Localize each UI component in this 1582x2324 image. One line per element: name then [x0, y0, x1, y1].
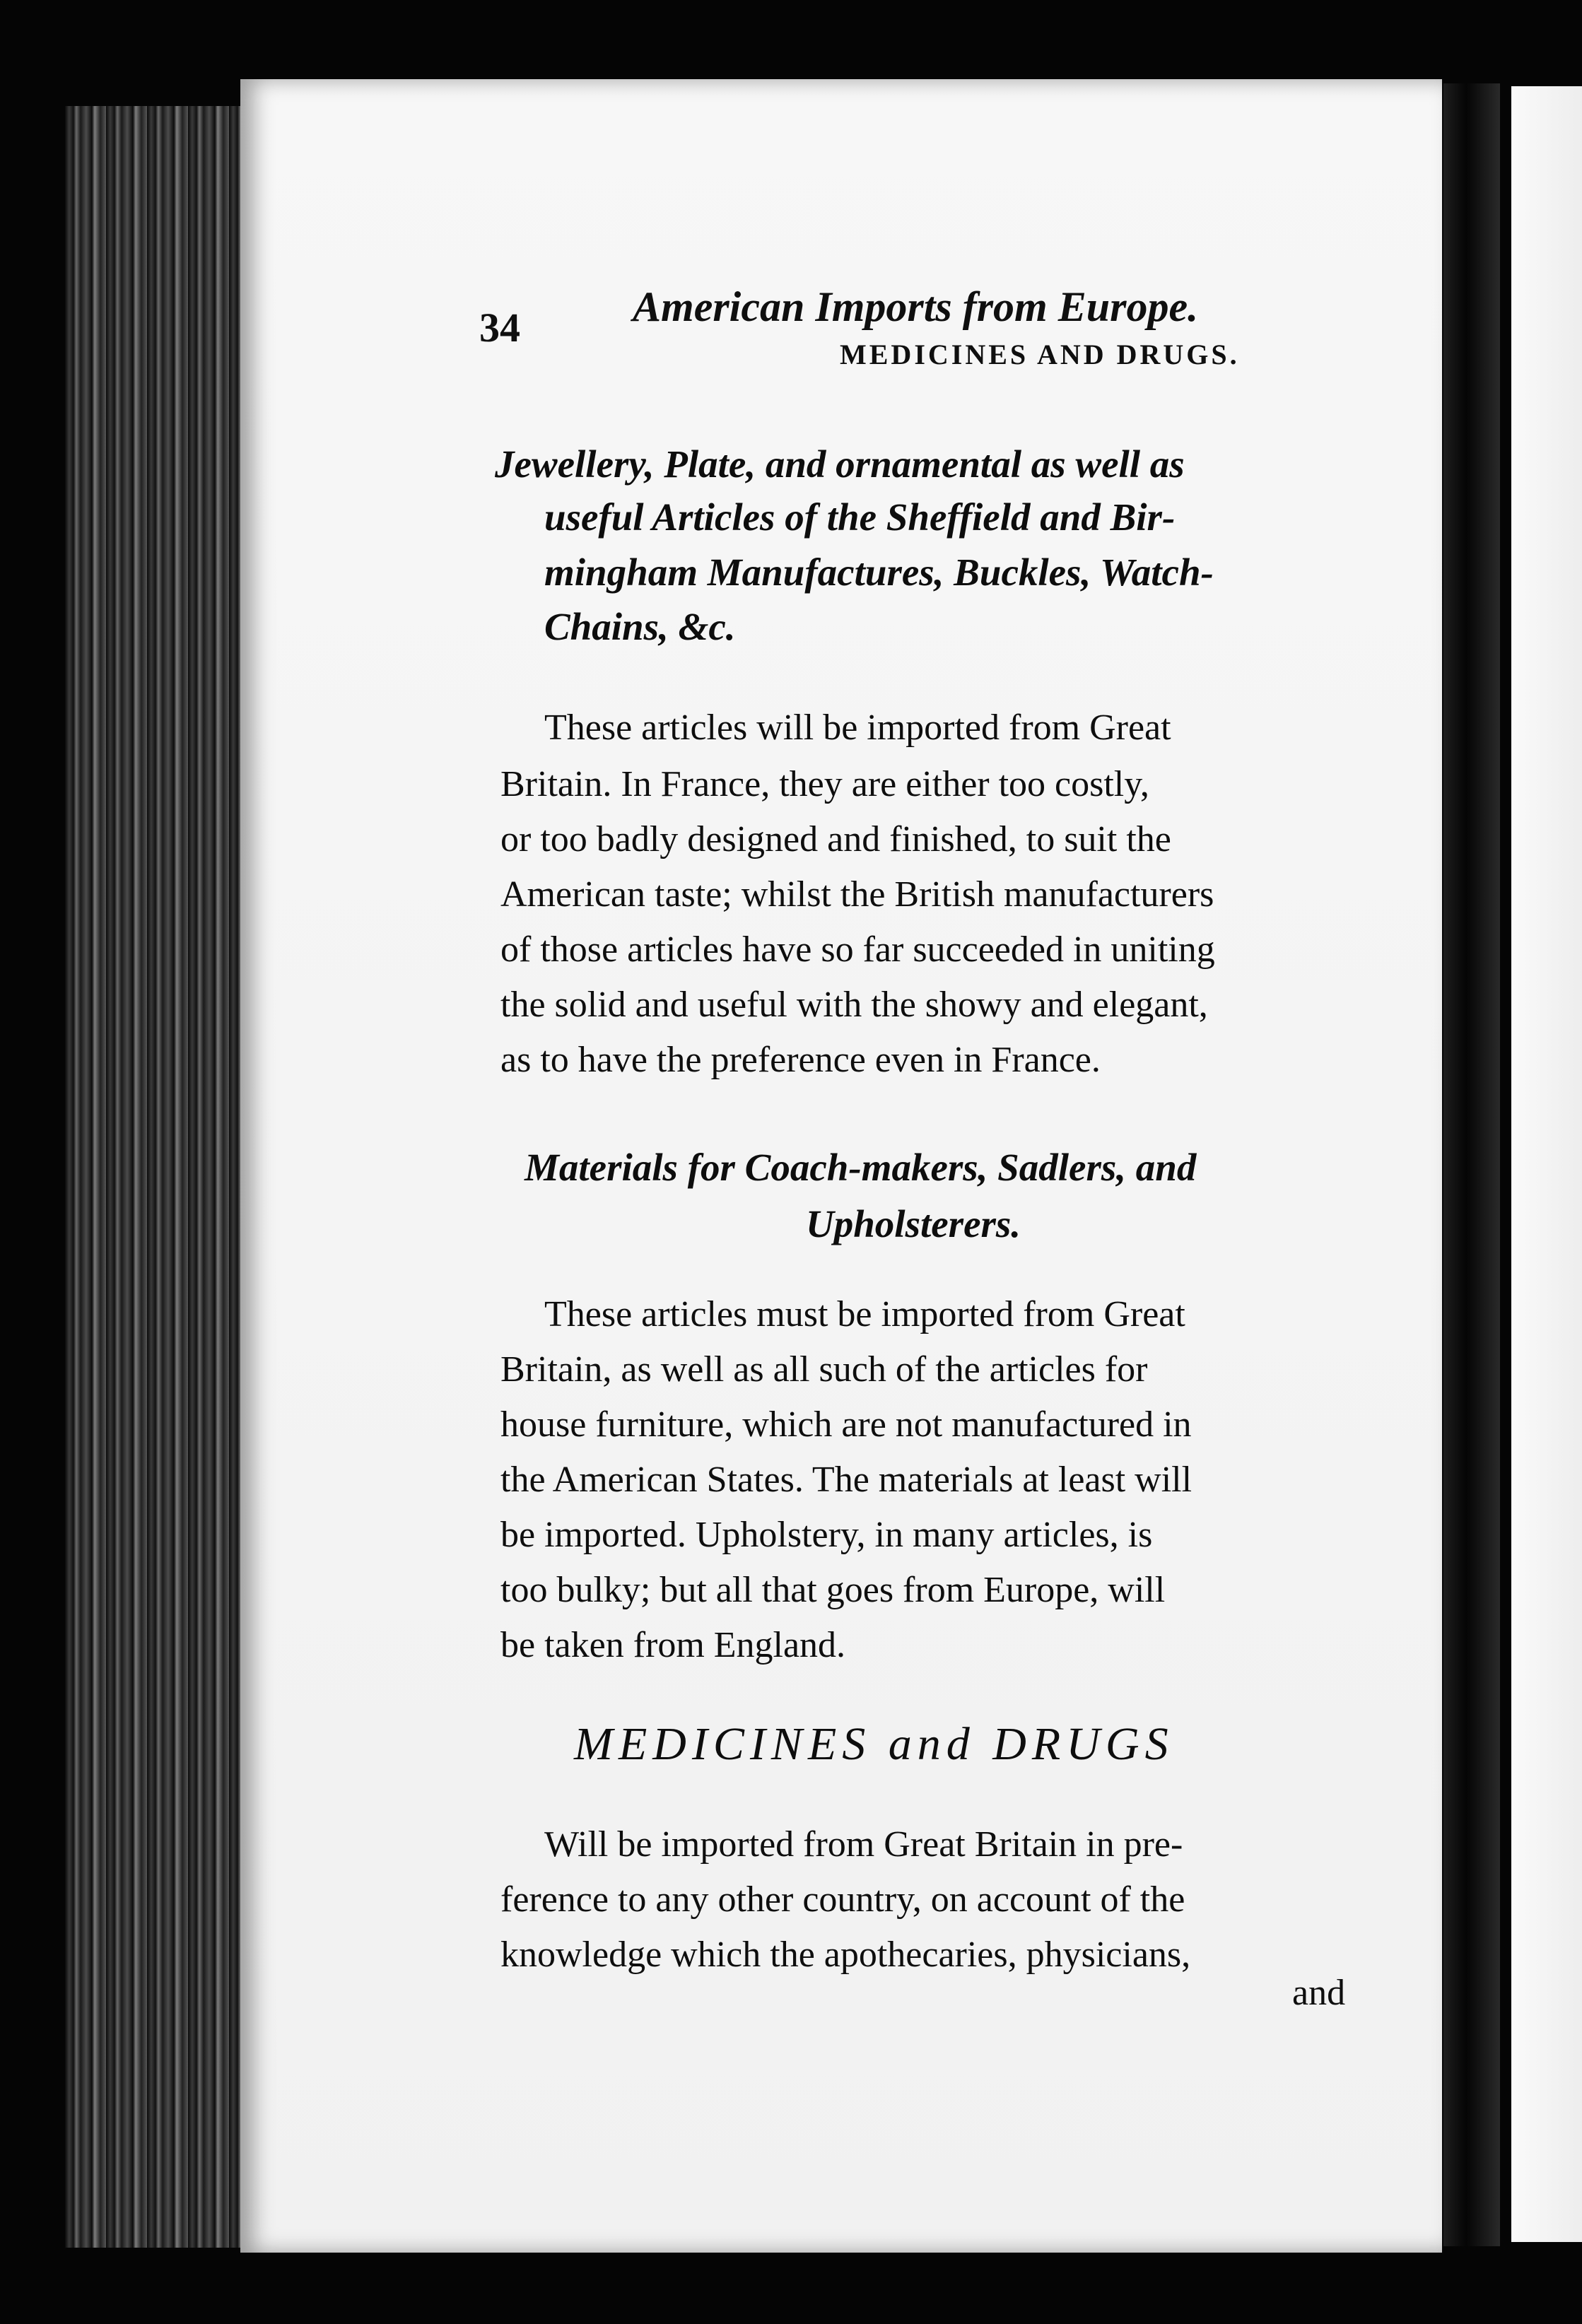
section1-heading-line: mingham Manufactures, Buckles, Watch- [544, 551, 1214, 594]
section2-body-line: too bulky; but all that goes from Europe, will [500, 1570, 1166, 1610]
section3-body-line: Will be imported from Great Britain in pre- [544, 1824, 1183, 1865]
section2-heading-line: Upholsterers. [806, 1202, 1021, 1245]
section3-body-line: ference to any other country, on account of the [500, 1879, 1185, 1920]
section2-body-line: be imported. Upholstery, in many articles, is [500, 1515, 1153, 1555]
section2-body-line: house furniture, which are not manufactured in [500, 1404, 1192, 1445]
section1-body-line: as to have the preference even in France. [500, 1040, 1101, 1080]
catchword: and [1292, 1973, 1346, 2013]
running-title: American Imports from Europe. [633, 283, 1199, 330]
section2-body-line: These articles must be imported from Great [544, 1294, 1185, 1334]
section1-body-line: or too badly designed and finished, to suit the [500, 819, 1171, 859]
section2-body-line: the American States. The materials at least will [500, 1460, 1193, 1500]
section2-body-line: be taken from England. [500, 1625, 846, 1665]
section1-body-line: Britain. In France, they are either too costly, [500, 764, 1149, 804]
section1-body-line: of those articles have so far succeeded in uniting [500, 929, 1215, 970]
section1-body-line: American taste; whilst the British manufacturers [500, 874, 1214, 915]
book-gutter-shadow [1443, 83, 1500, 2246]
page-number: 34 [479, 305, 520, 351]
section-label: MEDICINES AND DRUGS. [840, 339, 1240, 370]
section3-title: MEDICINES and DRUGS [574, 1718, 1174, 1770]
section1-heading-line: useful Articles of the Sheffield and Bir- [544, 495, 1176, 539]
facing-page-edge [1511, 86, 1582, 2242]
section2-body-line: Britain, as well as all such of the articles for [500, 1349, 1148, 1390]
section2-heading-line: Materials for Coach-makers, Sadlers, and [525, 1146, 1197, 1189]
section1-body-line: These articles will be imported from Great [544, 708, 1171, 748]
section1-heading-line: Chains, &c. [544, 605, 736, 648]
section1-body-line: the solid and useful with the showy and elegant, [500, 985, 1208, 1025]
section1-heading-line: Jewellery, Plate, and ornamental as well as [495, 442, 1185, 486]
section3-body-line: knowledge which the apothecaries, physicians, [500, 1935, 1191, 1975]
